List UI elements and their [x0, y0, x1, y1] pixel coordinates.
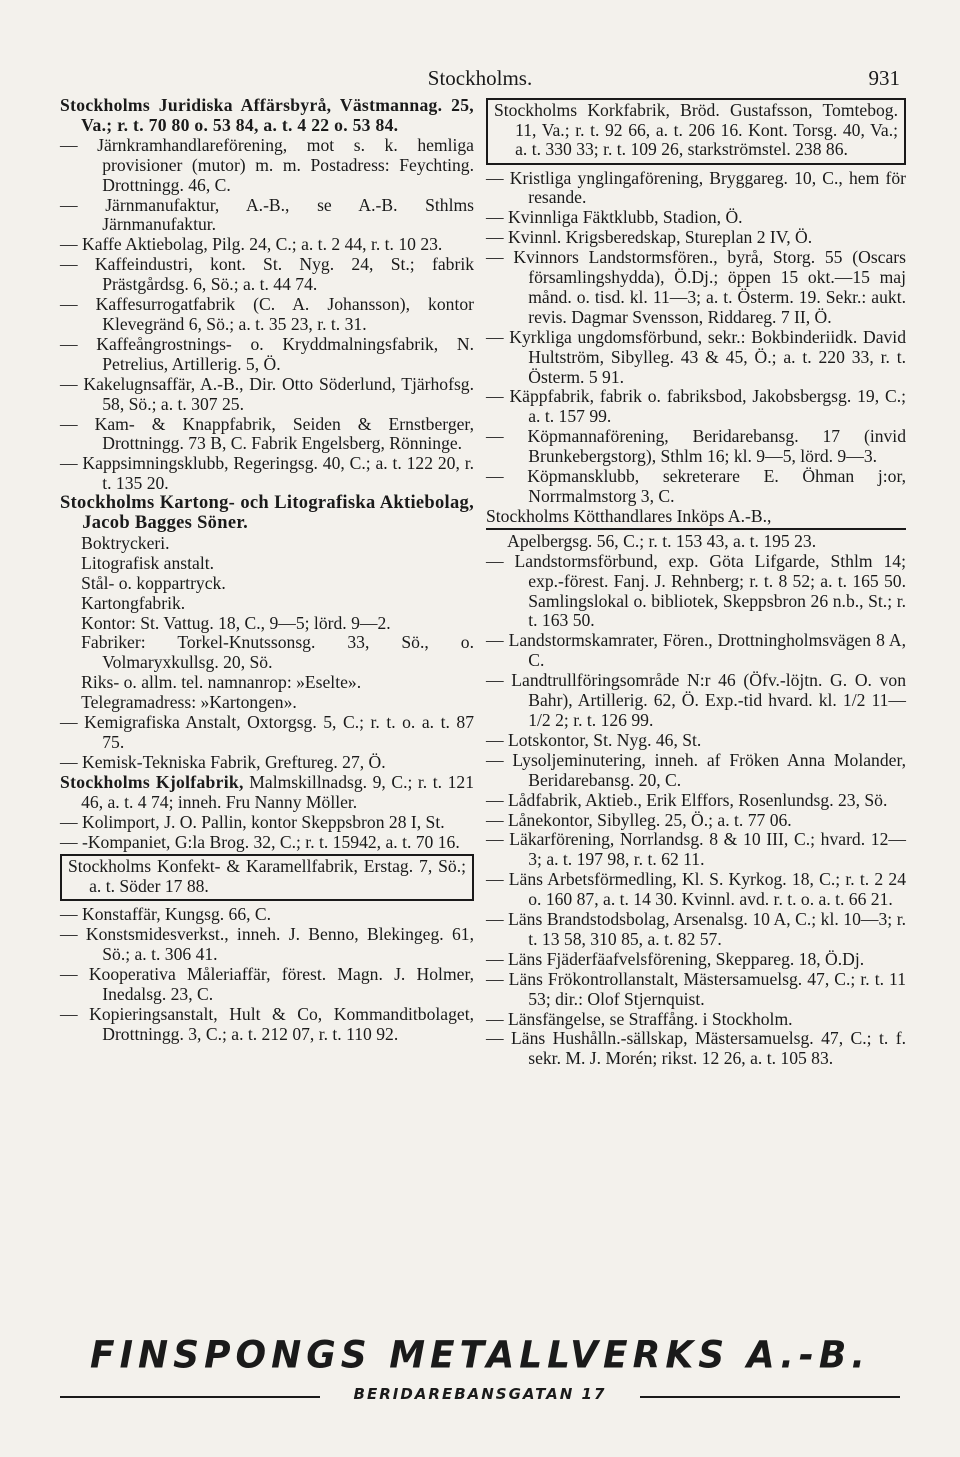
directory-entry: — Läns Fjäderfäafvelsförening, Skeppareg. 18, Ö.Dj.: [486, 948, 865, 969]
directory-entry: — Kvinnl. Krigsberedskap, Stureplan 2 IV, Ö.: [486, 227, 813, 248]
directory-entry: — Kvinnors Landstormsfören., byrå, Storg. 55 (Oscars församlingshydda), Ö.Dj.; öppen 15 okt.—15 maj månd. o. tisd. kl. 11—3; a. t. Österm. 19. Sekr.: aukt. revis. Dagmar Svensson, Riddareg. 7 II, Ö.: [486, 247, 906, 327]
directory-entry: [60, 773, 474, 813]
directory-entry: — Landstormskamrater, Fören., Drottningholmsvägen 8 A, C.: [486, 630, 906, 671]
kjolfabrik-details: Malmskillnadsg. 9, C.; r. t. 121 46, a. t. 4 74; inneh. Fru Nanny Möller.: [81, 771, 474, 812]
advert-address: BERIDAREBANSGATAN 17: [353, 1385, 607, 1403]
directory-entry: — Läkarförening, Norrlandsg. 8 & 10 III, C.; hvard. 12—3; a. t. 197 98, r. t. 62 11.: [486, 829, 906, 870]
directory-entry: — Lysoljeminutering, inneh. af Fröken Anna Molander, Beridarebansg. 20, C.: [486, 749, 906, 790]
directory-entry: — Kaffeångrostnings- o. Kryddmalningsfabrik, N. Petrelius, Artillerig. 5, Ö.: [60, 333, 474, 374]
konfekt-box: [60, 854, 474, 901]
korkfabrik-entry: Stockholms Korkfabrik, Bröd. Gustafsson, Tomtebog. 11, Va.; r. t. 92 66, a. t. 206 16. Kont. Torsg. 40, Va.; a. t. 330 33; r. t. 109 26, starkströmstel. 238 86.: [494, 100, 898, 159]
kartong-line: Boktryckeri.: [81, 532, 170, 553]
directory-entry: — Landtrullföringsområde N:r 46 (Öfv.-löjtn. G. O. von Bahr), Artillerig. 62, Ö. Exp.-tid hvard. kl. 1/2 11—1/2 2; r. t. 126 99.: [486, 670, 906, 730]
kartong-line: Kontor: St. Vattug. 18, C., 9—5; lörd. 9—2.: [81, 612, 391, 633]
directory-entry: — Köpmannaförening, Beridarebansg. 17 (invid Brunkebergstorg), Sthlm 16; kl. 9—5, lörd. 9—3.: [486, 426, 906, 467]
kjolfabrik-name: Stockholms Kjolfabrik,: [60, 771, 244, 792]
directory-entry: — Konstaffär, Kungsg. 66, C.: [60, 904, 272, 925]
directory-entry: — Läns Frökontrollanstalt, Mästersamuelsg. 47, C.; r. t. 11 53; dir.: Olof Stjernquist.: [486, 968, 906, 1009]
advert-rule-left: [60, 1396, 320, 1398]
directory-entry: — Lotskontor, St. Nyg. 46, St.: [486, 729, 702, 750]
advert-address-row: [60, 1385, 900, 1411]
directory-entry: — -Kompaniet, G:la Brog. 32, C.; r. t. 15942, a. t. 70 16.: [60, 831, 460, 852]
page-header: [60, 62, 900, 92]
directory-entry: — Länsfängelse, se Straffång. i Stockholm.: [486, 1008, 793, 1029]
directory-entry: — Läns Hushålln.-sällskap, Mästersamuelsg. 47, C.; t. f. sekr. M. J. Morén; rikst. 12 26, a. t. 105 83.: [486, 1028, 906, 1069]
directory-entry: — Konstsmidesverkst., inneh. J. Benno, Blekingeg. 61, Sö.; a. t. 306 41.: [60, 924, 474, 965]
directory-entry: [60, 96, 474, 136]
right-column: [486, 96, 906, 1069]
kartong-heading: Stockholms Kartong- och Litografiska Aktiebolag, Jacob Bagges Söner.: [60, 493, 474, 534]
directory-entry: — Käppfabrik, fabrik o. fabriksbod, Jakobsbergsg. 19, C.; a. t. 157 99.: [486, 386, 906, 427]
konfekt-entry: Stockholms Konfekt- & Karamellfabrik, Erstag. 7, Sö.; a. t. Söder 17 88.: [68, 856, 466, 896]
directory-entry: — Kemisk-Tekniska Fabrik, Greftureg. 27, Ö.: [60, 751, 386, 772]
entry-text: Stockholms Juridiska Affärsbyrå, Västmannag. 25, Va.; r. t. 70 80 o. 53 84, a. t. 4 22 o. 53 84.: [60, 95, 474, 135]
kartong-line: Riks- o. allm. tel. namnanrop: »Eselte».: [81, 672, 362, 693]
advert-company: FINSPONGS METALLVERKS A.-B.: [90, 1333, 870, 1378]
running-title: Stockholms.: [427, 66, 533, 90]
directory-entry: — Järnkramhandlareförening, mot s. k. hemliga provisioner (mutor) m. m. Postadress: Feychting. Drottningg. 46, C.: [60, 134, 474, 195]
advert-rule-right: [640, 1396, 900, 1398]
directory-entry: — Kappsimningsklubb, Regeringsg. 40, C.; a. t. 122 20, r. t. 135 20.: [60, 453, 474, 494]
kartong-line: Telegramadress: »Kartongen».: [81, 692, 297, 713]
directory-entry: — Kristliga ynglingaförening, Bryggareg. 10, C., hem för resande.: [486, 167, 906, 208]
directory-entry: — Läns Brandstodsbolag, Arsenalsg. 10 A, C.; kl. 10—3; r. t. 13 58, 310 85, a. t. 82 57.: [486, 909, 906, 949]
kartong-line: Litografisk anstalt.: [81, 552, 215, 573]
kartong-line: Kartongfabrik.: [81, 592, 186, 613]
directory-entry: — Kopieringsanstalt, Hult & Co, Kommanditbolaget, Drottningg. 3, C.; a. t. 212 07, r. t. 110 92.: [60, 1003, 474, 1044]
finspong-advert: [60, 1335, 900, 1415]
directory-entry: — Kam- & Knappfabrik, Seiden & Ernstberger, Drottningg. 73 B, C. Fabrik Engelsberg, Rönninge.: [60, 413, 474, 454]
directory-entry: — Kooperativa Måleriaffär, förest. Magn. J. Holmer, Inedalsg. 23, C.: [60, 964, 474, 1005]
left-column: [60, 96, 474, 1045]
directory-entry: — Kaffe Aktiebolag, Pilg. 24, C.; a. t. 2 44, r. t. 10 23.: [60, 234, 443, 255]
directory-entry: — Läns Arbetsförmedling, Kl. S. Kyrkog. 18, C.; r. t. 2 24 o. 160 87, a. t. 14 30. Kvinnl. avd. r. t. o. a. t. 66 21.: [486, 869, 906, 910]
directory-entry: — Kemigrafiska Anstalt, Oxtorgsg. 5, C.; r. t. o. a. t. 87 75.: [60, 712, 474, 752]
page-number: 931: [868, 66, 900, 90]
kartong-line: Stål- o. koppartryck.: [81, 572, 226, 593]
directory-entry: — Köpmansklubb, sekreterare E. Öhman j:or, Norrmalmstorg 3, C.: [486, 466, 906, 506]
directory-entry: — Kolimport, J. O. Pallin, kontor Skeppsbron 28 I, St.: [60, 811, 445, 832]
kotthandlare-details: Apelbergsg. 56, C.; r. t. 153 43, a. t. 195 23.: [507, 530, 817, 551]
directory-entry: — Kaffeindustri, kont. St. Nyg. 24, St.; fabrik Prästgårdsg. 6, Sö.; a. t. 44 74.: [60, 254, 474, 295]
directory-entry: — Kaffesurrogatfabrik (C. A. Johansson), kontor Klevegränd 6, Sö.; a. t. 35 23, r. t. 31.: [60, 294, 474, 334]
directory-entry: — Kakelugnsaffär, A.-B., Dir. Otto Söderlund, Tjärhofsg. 58, Sö.; a. t. 307 25.: [60, 373, 474, 414]
directory-entry: — Lånekontor, Sibylleg. 25, Ö.; a. t. 77 06.: [486, 809, 792, 830]
directory-entry: — Landstormsförbund, exp. Göta Lifgarde, Sthlm 14; exp.-förest. Fanj. J. Rehnberg; r. t. 8 52; a. t. 165 50. Samlingslokal o. bibliotek, Skeppsbron 26 n.b., St.; r. t. 163 50.: [486, 550, 906, 631]
directory-entry: — Järnmanufaktur, A.-B., se A.-B. Sthlms Järnmanufaktur.: [60, 194, 474, 235]
directory-entry: — Kyrkliga ungdomsförbund, sekr.: Bokbinderiidk. David Hultström, Sibylleg. 43 & 45, Ö.; a. t. 220 33, r. t. Österm. 5 91.: [486, 326, 906, 387]
kotthandlare-heading: Stockholms Kötthandlares Inköps A.-B.,: [486, 507, 906, 530]
directory-entry: — Lådfabrik, Aktieb., Erik Elffors, Rosenlundsg. 23, Sö.: [486, 789, 888, 810]
directory-entry: — Kvinnliga Fäktklubb, Stadion, Ö.: [486, 207, 743, 228]
korkfabrik-box: [486, 98, 906, 165]
kartong-line: Fabriker: Torkel-Knutssonsg. 33, Sö., o. Volmaryxkullsg. 20, Sö.: [81, 632, 474, 673]
